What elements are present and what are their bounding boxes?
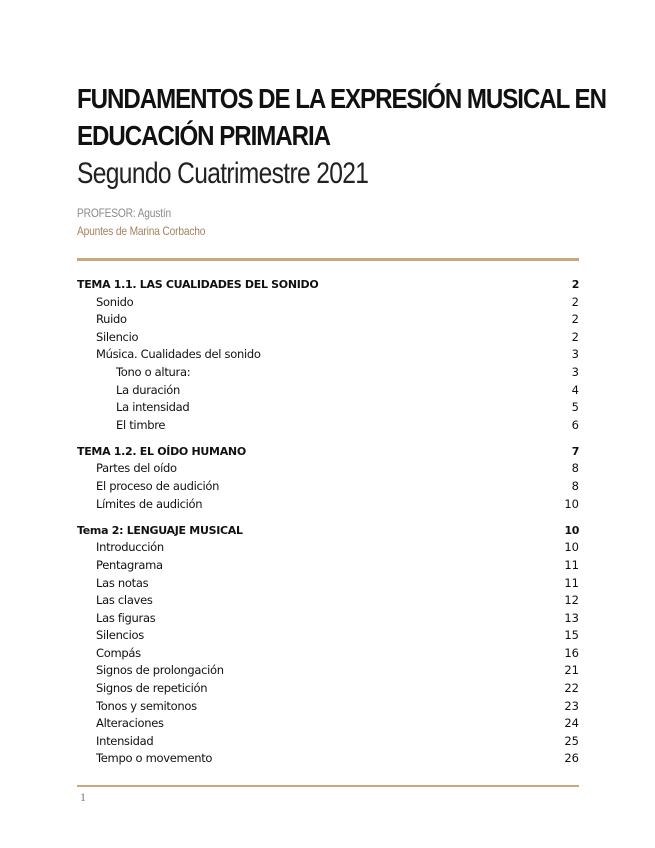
toc-entry-label: Compás (96, 645, 141, 660)
toc-section-heading[interactable] (77, 522, 579, 540)
toc-entry-page: 8 (571, 461, 579, 476)
toc-entry-page: 10 (564, 540, 579, 555)
toc-entry[interactable] (77, 382, 579, 400)
toc-entry-page: 7 (571, 444, 579, 458)
toc-entry-page: 3 (571, 347, 579, 362)
toc-entry-page: 4 (571, 382, 579, 397)
toc-entry[interactable] (77, 311, 579, 329)
toc-entry-label: TEMA 1.2. EL OÍDO HUMANO (77, 444, 246, 458)
toc-entry-label: El proceso de audición (96, 479, 220, 494)
toc-entry-label: Introducción (96, 540, 164, 555)
toc-entry-page: 8 (571, 479, 579, 494)
document-subtitle: Segundo Cuatrimestre 2021 (77, 157, 369, 190)
toc-entry[interactable] (77, 460, 579, 478)
toc-entry-label: Tempo o movemento (96, 751, 213, 766)
toc-entry[interactable] (77, 399, 579, 417)
toc-entry-label: Signos de prolongación (96, 663, 224, 678)
toc-entry[interactable] (77, 715, 579, 733)
toc-entry[interactable] (77, 733, 579, 751)
table-of-contents (77, 276, 579, 768)
title-line-2: EDUCACIÓN PRIMARIA (77, 120, 331, 151)
toc-entry[interactable] (77, 364, 579, 382)
toc-entry-page: 10 (564, 523, 579, 537)
toc-entry-label: Silencio (96, 329, 139, 344)
toc-entry[interactable] (77, 496, 579, 514)
toc-entry[interactable] (77, 627, 579, 645)
toc-entry-page: 2 (571, 312, 579, 327)
toc-entry-label: El timbre (116, 417, 166, 432)
toc-entry-label: Las claves (96, 593, 153, 608)
toc-entry-page: 25 (564, 733, 579, 748)
toc-entry[interactable] (77, 750, 579, 768)
toc-entry-page: 5 (571, 400, 579, 415)
header-divider (77, 258, 579, 261)
toc-entry[interactable] (77, 592, 579, 610)
toc-entry-label: Sonido (96, 294, 134, 309)
toc-entry-page: 16 (564, 645, 579, 660)
footer-divider (77, 785, 579, 787)
toc-entry[interactable] (77, 294, 579, 312)
toc-entry-page: 21 (564, 663, 579, 678)
toc-entry-label: Partes del oído (96, 461, 177, 476)
toc-entry[interactable] (77, 575, 579, 593)
notes-author-label: Apuntes de Marina Corbacho (77, 224, 206, 238)
toc-entry[interactable] (77, 539, 579, 557)
toc-entry-label: Silencios (96, 628, 144, 643)
toc-entry[interactable] (77, 557, 579, 575)
professor-label: PROFESOR: Agustín (77, 206, 172, 220)
toc-entry-page: 11 (564, 575, 579, 590)
toc-section-heading[interactable] (77, 443, 579, 461)
toc-entry-page: 11 (564, 557, 579, 572)
page-number: 1 (80, 790, 86, 804)
toc-entry-page: 24 (564, 716, 579, 731)
toc-entry[interactable] (77, 662, 579, 680)
toc-entry[interactable] (77, 698, 579, 716)
toc-entry[interactable] (77, 478, 579, 496)
toc-entry-label: Intensidad (96, 733, 154, 748)
toc-entry[interactable] (77, 645, 579, 663)
toc-entry-page: 22 (564, 681, 579, 696)
toc-entry-label: La intensidad (116, 400, 190, 415)
toc-entry[interactable] (77, 417, 579, 435)
toc-entry-label: Alteraciones (96, 716, 164, 731)
toc-entry-label: Pentagrama (96, 557, 163, 572)
toc-entry-label: Tonos y semitonos (96, 698, 197, 713)
toc-entry-label: Tono o altura: (116, 364, 191, 379)
toc-entry-page: 26 (564, 751, 579, 766)
toc-entry[interactable] (77, 329, 579, 347)
toc-entry-label: La duración (116, 382, 181, 397)
toc-entry-page: 2 (571, 278, 579, 291)
toc-entry-page: 3 (571, 364, 579, 379)
toc-entry-label: Las figuras (96, 610, 156, 625)
toc-entry-label: Límites de audición (96, 496, 203, 511)
toc-section-heading[interactable] (77, 276, 579, 294)
title-line-1: FUNDAMENTOS DE LA EXPRESIÓN MUSICAL EN (77, 83, 606, 114)
toc-entry-page: 15 (564, 628, 579, 643)
toc-entry-page: 12 (564, 593, 579, 608)
toc-entry-label: Signos de repetición (96, 681, 208, 696)
toc-entry-page: 10 (564, 496, 579, 511)
document-title (77, 80, 606, 154)
toc-entry[interactable] (77, 680, 579, 698)
toc-entry-page: 2 (571, 329, 579, 344)
toc-entry-label: Las notas (96, 575, 149, 590)
toc-entry-page: 23 (564, 698, 579, 713)
toc-entry-page: 2 (571, 294, 579, 309)
toc-entry-page: 6 (571, 417, 579, 432)
toc-entry-label: Música. Cualidades del sonido (96, 347, 261, 362)
toc-entry[interactable] (77, 346, 579, 364)
toc-entry[interactable] (77, 610, 579, 628)
toc-entry-label: TEMA 1.1. LAS CUALIDADES DEL SONIDO (77, 278, 319, 291)
toc-entry-label: Ruido (96, 312, 127, 327)
toc-entry-label: Tema 2: LENGUAJE MUSICAL (77, 523, 243, 537)
toc-entry-page: 13 (564, 610, 579, 625)
